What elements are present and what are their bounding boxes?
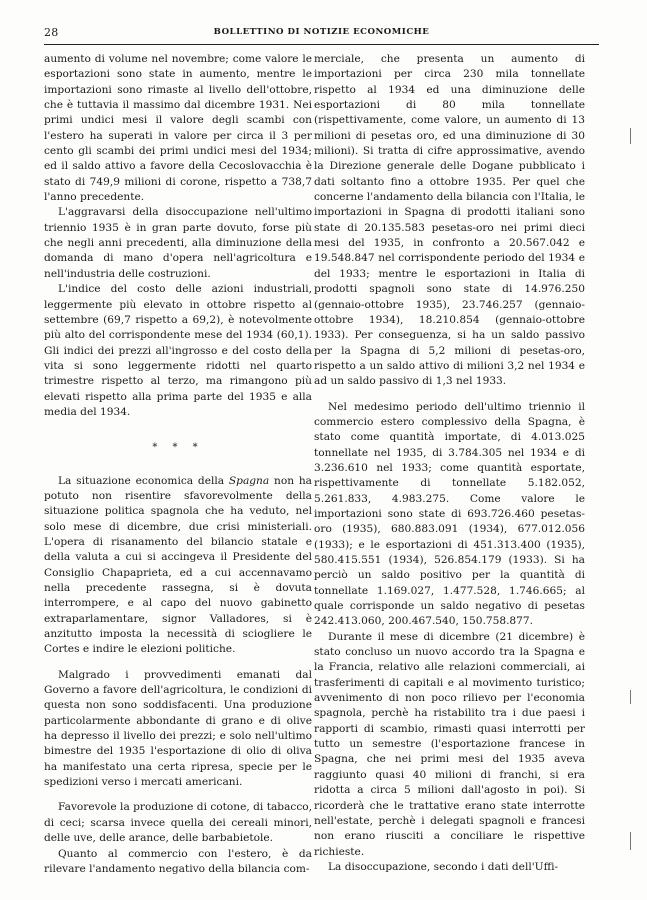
paragraph: L'aggravarsi della disoccupazione nell'ultimo triennio 1935 è in gran parte dovuto, forse più che negli anni precedenti, alla diminuzione della domanda di mano d'opera nell'agricoltura e nell'industria delle costruzioni. [44,206,312,280]
margin-mark [630,690,631,704]
paragraph: Favorevole la produzione di cotone, di tabacco, di ceci; scarsa invece quella dei cereali minori, delle uve, delle arance, delle barbabietole. [44,801,312,845]
paragraph: Durante il mese di dicembre (21 dicembre) è stato concluso un nuovo accordo tra la Spagna e la Francia, relativo alle relazioni commerciali, ai trasferimenti di capitali e al movimento turistico; avvenimento di non poco rilievo per l'economia spagnola, perchè ha ristabilito tra i due paesi i rapporti di scambio, rimasti quasi interrotti per tutto un semestre (l'esportazione francese in Spagna, che nei primi mesi del 1935 aveva raggiunto quasi 40 milioni di franchi, si era ridotta a circa 5 milioni dall'agosto in poi). Si ricorderà che le trattative erano state interrotte nell'estate, perchè i delegati spagnoli e francesi non erano riusciti a conciliare le rispettive richieste. [314,630,585,858]
page-number: 28 [44,26,59,39]
paragraph-spain [44,474,312,658]
paragraph: Nel medesimo periodo dell'ultimo triennio il commercio estero complessivo della Spagna, è stato come quantità importate, di 4.013.025 tonnellate nel 1935, di 3.784.305 nel 1934 e di 3.236.610 nel 1933; come quantità esportate, rispettivamente di tonnellate 5.182.052, 5.261.833, 4.983.275. Come valore le importazioni sono state di 693.726.460 pesetas-oro (1935), 680.883.091 (1934), 677.012.056 (1933); e le esportazioni di 451.313.400 (1935), 580.415.551 (1934), 526.854.179 (1933). Si ha perciò un saldo positivo per la quantità di tonnellate 1.169.027, 1.477.528, 1.746.665; al quale corrisponde un saldo negativo di pesetas 242.413.060, 200.467.540, 150.758.877. [314,400,585,628]
paragraph-gap [44,790,312,800]
paragraph: L'indice del costo delle azioni industriali, leggermente più elevato in ottobre rispetto al settembre (69,7 rispetto a 69,2), è notevolmente più alto del corrispondente mese del 1934 (60,1). Gli indici dei prezzi all'ingrosso e del costo della vita si sono leggermente ridotti nel quarto trimestre rispetto al terzo, ma rimangono più elevati rispetto alla prima parte del 1935 e alla media del 1934. [44,283,312,418]
right-column [314,52,585,875]
country-name: Spagna [228,474,270,487]
left-column [44,52,312,877]
paragraph-text: non ha potuto non risentire sfavorevolmente della situazione politica spagnola che ha veduto, nel solo mese di dicembre, due crisi ministeriali. L'opera di risanamento del bilancio statale e della valuta a cui si accingeva il Presidente del Consiglio Chapaprieta, ed a cui accennavamo nella precedente rassegna, si è dovuta interrompere, e al capo del nuovo gabinetto extraparlamentare, signor Valladores, si è anzitutto imposta la necessità di sciogliere le Cortes e indire le elezioni politiche. [44,474,312,656]
section-separator: * * * [152,442,204,454]
journal-title: BOLLETTINO DI NOTIZIE ECONOMICHE [213,27,430,37]
header-rule [44,44,599,45]
margin-mark [630,128,631,144]
running-head [44,26,599,42]
margin-mark [630,832,631,850]
paragraph-text: La situazione economica della [58,474,229,487]
paragraph: Malgrado i provvedimenti emanati dal Governo a favore dell'agricoltura, le condizioni di questa non sono soddisfacenti. Una produzione particolarmente abbondante di grano e di olive ha depresso il livello dei prezzi; e solo nell'ultimo bimestre del 1935 l'esportazione di olio di oliva ha manifestato una certa ripresa, specie per le spedizioni verso i mercati americani. [44,668,312,789]
paragraph-gap [314,390,585,400]
paragraph: merciale, che presenta un aumento di importazioni per circa 230 mila tonnellate rispetto al 1934 ed una diminuzione delle esportazioni di 80 mila tonnellate (rispettivamente, come valore, un aumento di 13 milioni di pesetas oro, ed una diminuzione di 30 milioni). Si tratta di cifre approssimative, avendo la Direzione generale delle Dogane pubblicato i dati soltanto fino a ottobre 1935. Per quel che concerne l'andamento della bilancia con l'Italia, le importazioni in Spagna di prodotti italiani sono state di 20.135.583 pesetas-oro nei primi dieci mesi del 1935, in confronto a 20.567.042 e 19.548.847 nel corrispondente periodo del 1934 e del 1933; mentre le esportazioni in Italia di prodotti spagnoli sono state di 14.976.250 (gennaio-ottobre 1935), 23.746.257 (gennaio-ottobre 1934), 18.210.854 (gennaio-ottobre 1933). Per conseguenza, si ha un saldo passivo per la Spagna di 5,2 milioni di pesetas-oro, rispetto a un saldo attivo di milioni 3,2 nel 1934 e ad un saldo passivo di 1,3 nel 1933. [314,53,585,388]
paragraph-gap [44,658,312,668]
paragraph: aumento di volume nel novembre; come valore le esportazioni sono state in aumento, mentre le importazioni sono rimaste al livello dell'ottobre, che è tuttavia il massimo dal dicembre 1931. Nei primi undici mesi il valore degli scambi con l'estero ha superati in valore per circa il 3 per cento gli scambi dei primi undici mesi del 1934; ed il saldo attivo a favore della Cecoslovacchia è stato di 749,9 milioni di corone, rispetto a 738,7 l'anno precedente. [44,53,312,204]
paragraph: Quanto al commercio con l'estero, è da rilevare l'andamento negativo della bilancia com- [44,847,312,875]
paragraph: La disoccupazione, secondo i dati dell'Uffi- [328,860,559,873]
